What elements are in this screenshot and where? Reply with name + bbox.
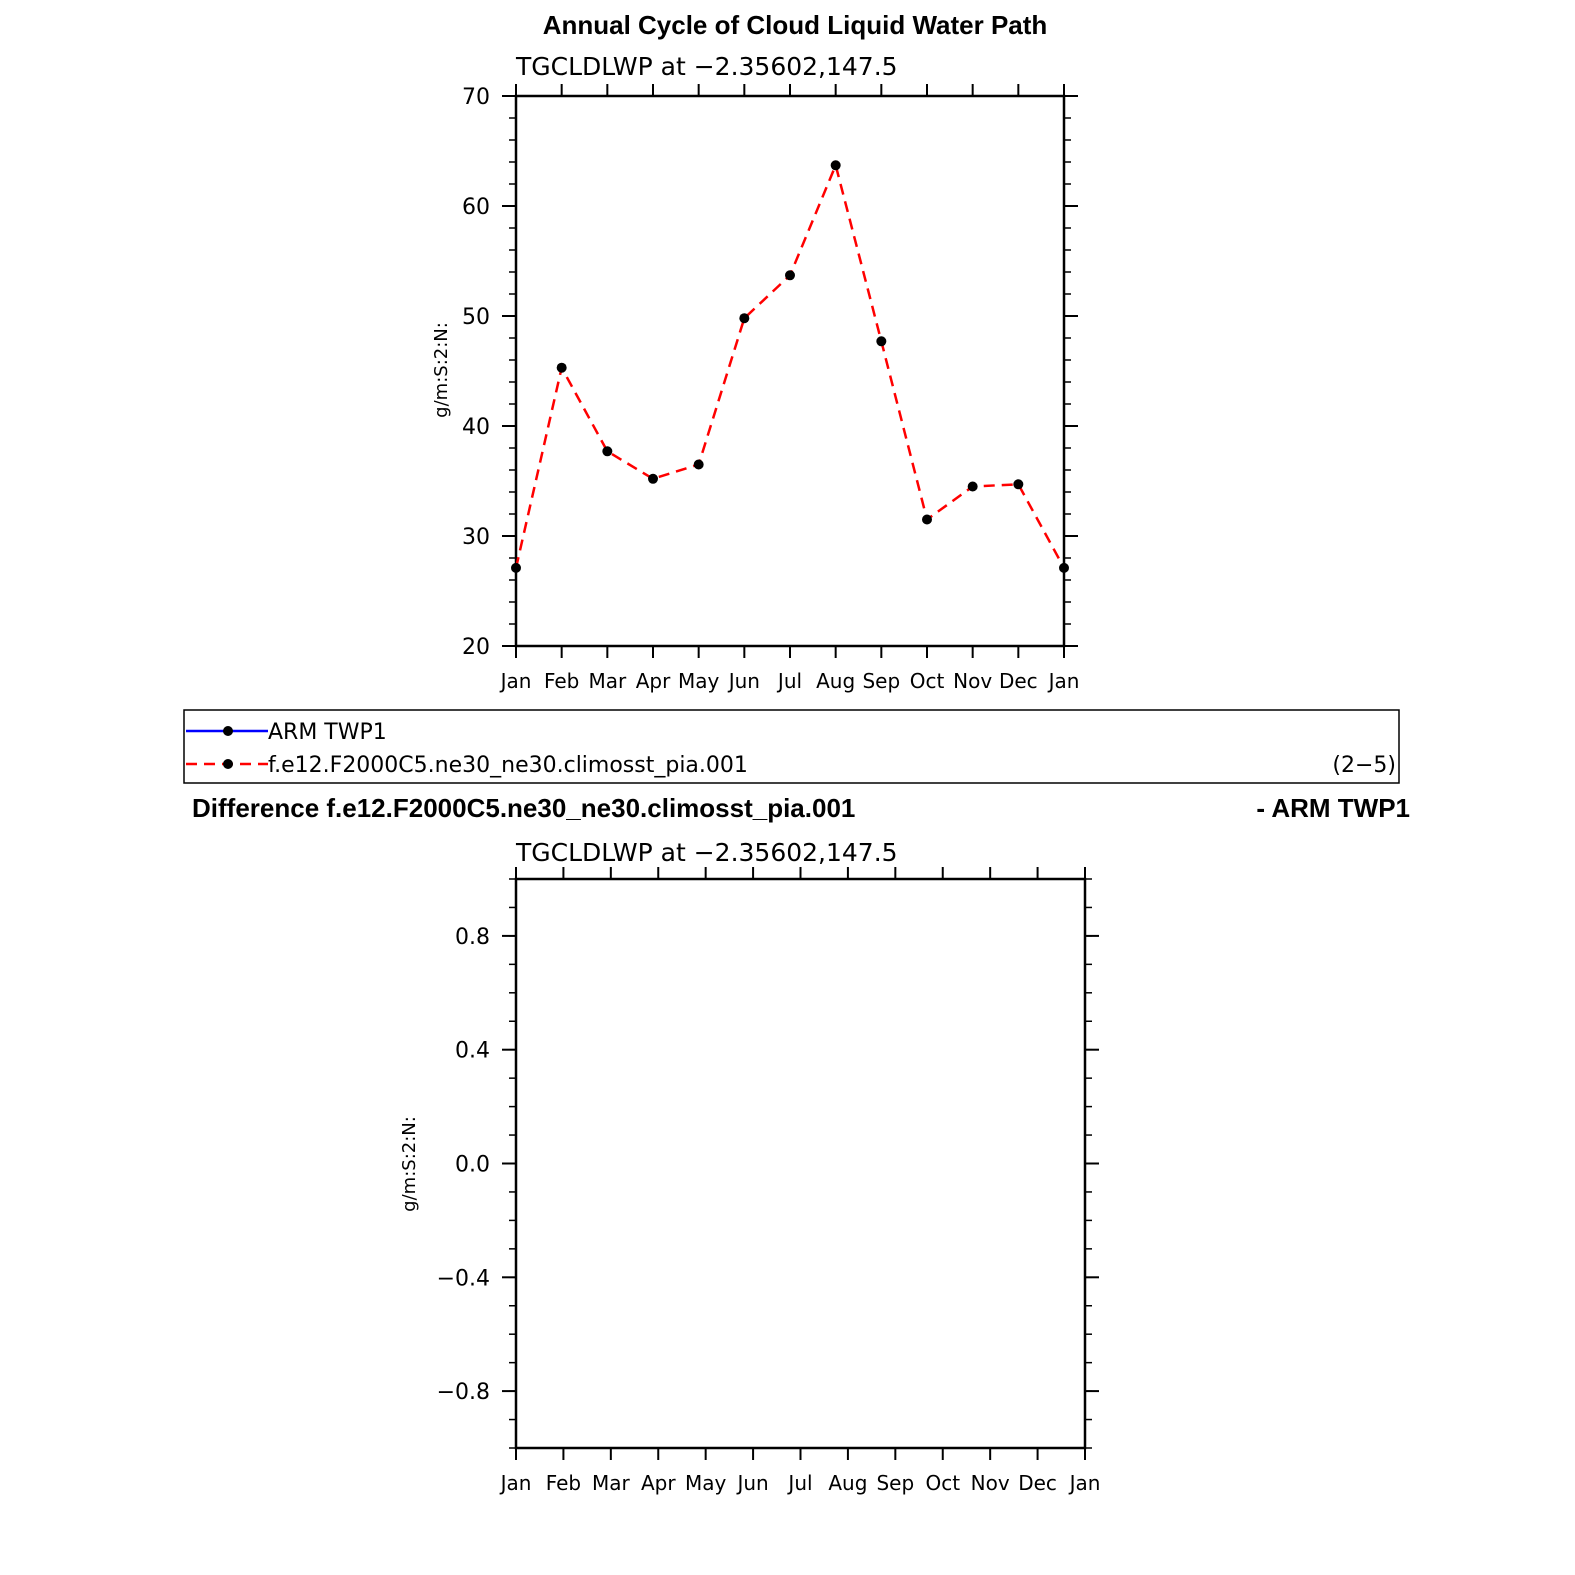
- top-y-tick-label: 50: [462, 305, 490, 330]
- top-y-tick-label: 60: [462, 195, 490, 220]
- bottom-chart-title-left: Difference f.e12.F2000C5.ne30_ne30.climosst_pia.001: [192, 793, 856, 823]
- top-data-point: [602, 446, 612, 456]
- legend-marker-model: [223, 759, 233, 769]
- top-x-tick-label: Mar: [588, 669, 627, 693]
- bottom-chart-title-right: - ARM TWP1: [1256, 793, 1410, 823]
- top-x-tick-label: Jul: [777, 669, 803, 693]
- top-y-tick-label: 70: [462, 85, 490, 110]
- bottom-x-tick-label: Dec: [1018, 1471, 1057, 1495]
- top-data-point: [831, 160, 841, 170]
- top-y-axis-label: g/m:S:2:N:: [431, 322, 452, 418]
- top-x-tick-label: Sep: [862, 669, 901, 693]
- top-x-tick-label: Nov: [953, 669, 993, 693]
- top-y-tick-label: 20: [462, 635, 490, 660]
- bottom-plot-frame: [516, 879, 1085, 1448]
- top-data-point: [511, 563, 521, 573]
- bottom-y-tick-label: −0.4: [436, 1266, 490, 1292]
- legend-label-model: f.e12.F2000C5.ne30_ne30.climosst_pia.001: [268, 753, 748, 778]
- top-y-tick-label: 30: [462, 525, 490, 550]
- top-data-point: [876, 336, 886, 346]
- top-x-tick-label: May: [677, 669, 720, 693]
- bottom-x-tick-label: Jun: [737, 1471, 769, 1495]
- top-plot-area: [462, 84, 1079, 693]
- bottom-x-tick-label: Mar: [591, 1471, 630, 1495]
- bottom-x-tick-label: Aug: [828, 1471, 868, 1495]
- top-data-point: [785, 270, 795, 280]
- top-plot-frame: [516, 96, 1064, 646]
- top-x-tick-label: Oct: [909, 669, 945, 693]
- top-x-tick-label: Aug: [816, 669, 856, 693]
- bottom-x-tick-label: May: [684, 1471, 727, 1495]
- top-data-point: [968, 482, 978, 492]
- legend-entry-arm: [186, 720, 387, 745]
- bottom-y-tick-label: 0.4: [455, 1038, 490, 1064]
- legend-marker-arm: [223, 726, 233, 736]
- bottom-y-tick-label: 0.0: [455, 1152, 490, 1178]
- bottom-x-tick-label: Nov: [970, 1471, 1010, 1495]
- bottom-y-tick-label: −0.8: [436, 1380, 490, 1406]
- top-chart-title: Annual Cycle of Cloud Liquid Water Path: [542, 10, 1048, 40]
- top-data-point: [694, 460, 704, 470]
- top-data-point: [557, 363, 567, 373]
- bottom-plot-area: [437, 867, 1101, 1495]
- bottom-x-tick-label: Feb: [545, 1471, 582, 1495]
- bottom-x-tick-label: Jan: [500, 1471, 532, 1495]
- top-data-point: [648, 474, 658, 484]
- bottom-x-tick-label: Jan: [1069, 1471, 1101, 1495]
- bottom-x-tick-label: Jul: [788, 1471, 813, 1495]
- top-x-tick-label: Jan: [1048, 669, 1080, 693]
- top-x-tick-label: Apr: [635, 669, 671, 693]
- top-data-point: [739, 313, 749, 323]
- top-series-line: [516, 165, 1064, 568]
- top-chart-subtitle: TGCLDLWP at −2.35602,147.5: [516, 52, 898, 81]
- bottom-y-axis-label: g/m:S:2:N:: [399, 1116, 420, 1212]
- top-x-tick-label: Jun: [728, 669, 760, 693]
- bottom-x-tick-label: Apr: [640, 1471, 676, 1495]
- legend-label-arm: ARM TWP1: [268, 720, 387, 745]
- top-x-tick-label: Dec: [998, 669, 1038, 693]
- bottom-chart-subtitle: TGCLDLWP at −2.35602,147.5: [516, 838, 898, 867]
- bottom-x-tick-label: Oct: [925, 1471, 961, 1495]
- legend-entry-model: [186, 753, 748, 778]
- legend-note: (2−5): [1332, 753, 1396, 778]
- bottom-x-tick-label: Sep: [876, 1471, 915, 1495]
- top-x-tick-label: Jan: [500, 669, 532, 693]
- bottom-y-tick-label: 0.8: [455, 924, 490, 950]
- top-y-tick-label: 40: [462, 415, 490, 440]
- top-x-tick-label: Feb: [543, 669, 580, 693]
- top-data-point: [1059, 563, 1069, 573]
- top-data-point: [1013, 479, 1023, 489]
- top-data-point: [922, 515, 932, 525]
